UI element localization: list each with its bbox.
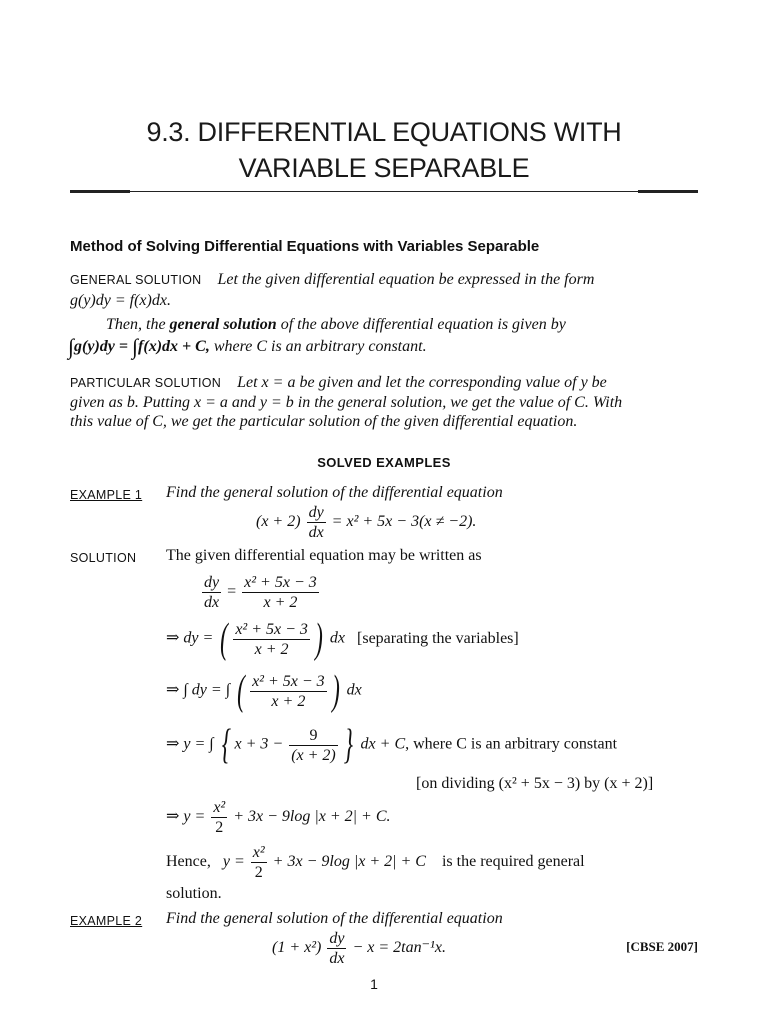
solution-intro: The given differential equation may be written as xyxy=(166,547,482,564)
title-rule xyxy=(70,191,698,192)
example-2-equation: (1 + x²) $\frac{dy}{dx}$ − x = 2tan⁻¹x. xyxy=(272,930,446,967)
general-integral-line: ∫g(y)dy = ∫f(x)dx + C, where C is an arbitrary constant. xyxy=(68,334,427,359)
integral-sign-icon: ∫ xyxy=(68,334,75,359)
particular-solution-label: PARTICULAR SOLUTION xyxy=(70,376,222,390)
title-line-2: VARIABLE SEPARABLE xyxy=(238,153,530,183)
solved-examples-heading: SOLVED EXAMPLES xyxy=(317,455,451,470)
solution-step-3: ⇒ ∫ dy = ∫ ( $\frac{\text{x² + 5x − 3}}{x + 2}$ ) dx xyxy=(166,668,362,714)
general-solution-text: Let the given differential equation be expressed in the form xyxy=(217,271,595,288)
dy-dx-fraction: $\frac{dy}{dx}$ xyxy=(308,504,324,541)
solution-hence: Hence, y = $\frac{\text{x²}}{2}$ + 3x − 9log |x + 2| + C is the required general xyxy=(166,844,585,881)
solution-end: solution. xyxy=(166,885,222,902)
solution-step-2: ⇒ dy = ( $\frac{\text{x² + 5x − 3}}{x + 2}$ ) dx [separating the variables] xyxy=(166,616,519,662)
particular-solution-line-3: this value of C, we get the particular solution of the given differential equation. xyxy=(70,413,578,430)
particular-solution-line-1: PARTICULAR SOLUTION Let x = a be given and let the corresponding value of y be xyxy=(70,374,607,391)
integral-sign-icon: ∫ xyxy=(132,334,139,359)
page-number: 1 xyxy=(370,976,378,992)
title-line-1: 9.3. DIFFERENTIAL EQUATIONS WITH xyxy=(146,117,622,147)
solution-step-1: $\frac{dy}{dx}$ = $\frac{\text{x² + 5x − 3}}{x + 2}$ xyxy=(204,574,317,611)
solution-label: SOLUTION xyxy=(70,551,137,565)
example-1-equation: (x + 2) $\frac{dy}{dx}$ = x² + 5x − 3(x ≠ −2). xyxy=(256,504,477,541)
example-2-label: EXAMPLE 2 xyxy=(70,914,143,928)
solution-step-5: ⇒ y = $\frac{\text{x²}}{2}$ + 3x − 9log |x + 2| + C. xyxy=(166,799,391,836)
title-rule-right-accent xyxy=(638,190,698,193)
general-solution-form: g(y)dy = f(x)dx. xyxy=(70,292,171,309)
example-1-label: EXAMPLE 1 xyxy=(70,488,143,502)
method-heading: Method of Solving Differential Equations with Variables Separable xyxy=(70,238,540,255)
general-solution-bold: general solution xyxy=(169,316,277,333)
solution-step-4-note: [on dividing (x² + 5x − 3) by (x + 2)] xyxy=(416,775,654,792)
example-1-text: Find the general solution of the differential equation xyxy=(166,484,503,501)
cbse-tag: [CBSE 2007] xyxy=(626,939,698,954)
solution-step-4: ⇒ y = ∫ { x + 3 − $\frac{9}{(x + 2)}$ } dx + C, where C is an arbitrary constant xyxy=(166,722,618,768)
particular-solution-line-2: given as b. Putting x = a and y = b in the general solution, we get the value of C. With xyxy=(70,394,623,411)
general-solution-paragraph xyxy=(70,271,594,289)
then-line: Then, the general solution of the above differential equation is given by xyxy=(106,316,566,333)
example-2-text: Find the general solution of the differential equation xyxy=(166,910,503,927)
general-solution-label: GENERAL SOLUTION xyxy=(70,273,202,287)
